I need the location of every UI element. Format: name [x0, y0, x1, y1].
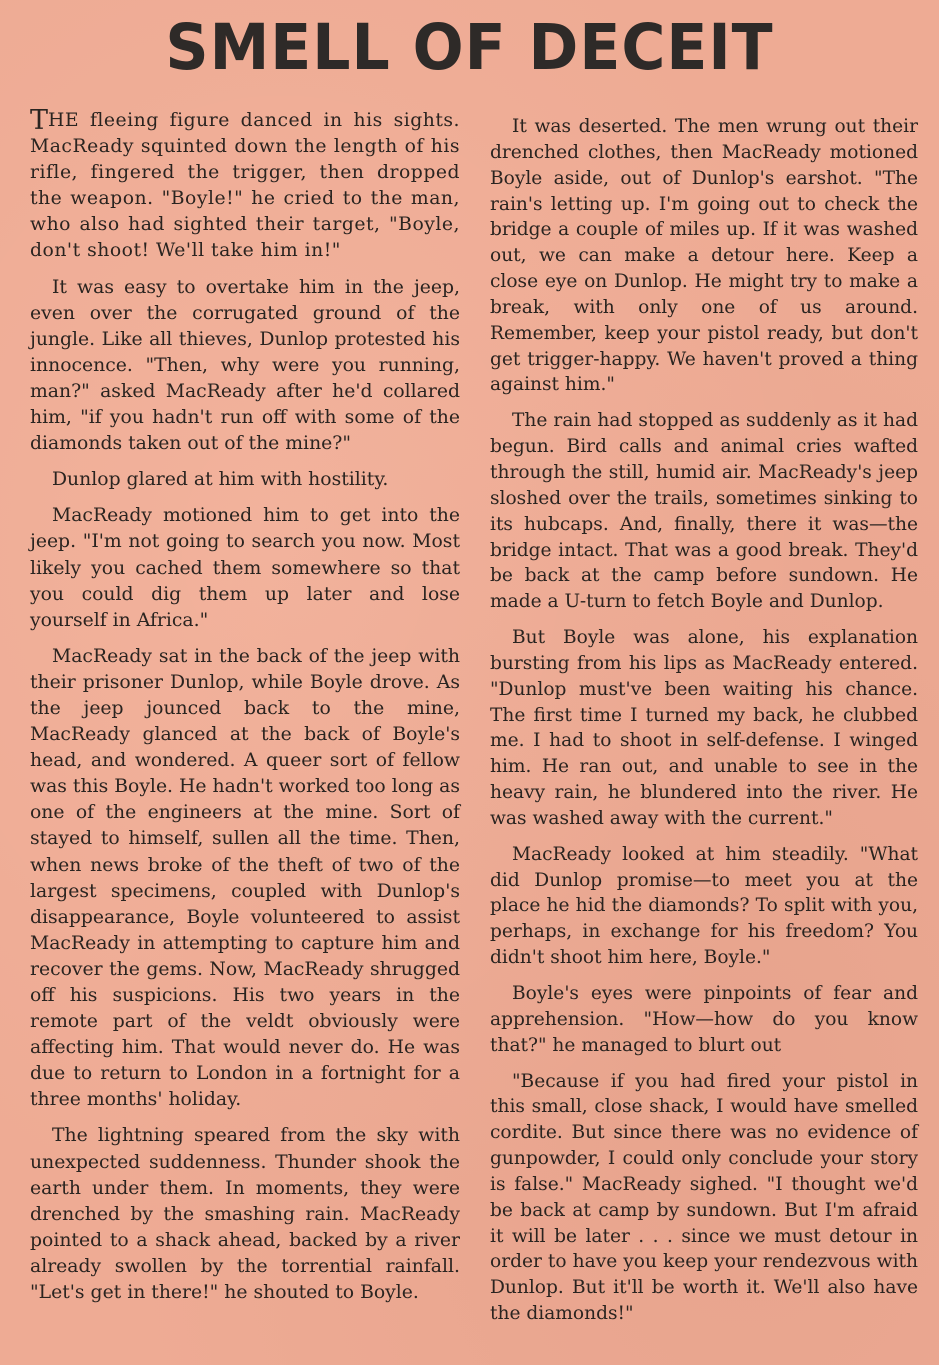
right-column [490, 114, 918, 1337]
paragraph: Dunlop glared at him with hostility. [52, 469, 389, 491]
opening-paragraph-text: HE fleeing figure danced in his sights. MacReady squinted down the length of his rifle, fingered the trigger, then dropped the weapon. "Boyle!" he cried to the man, who also had sighted their target, "Boyle, don't shoot! We'll take him in!" [30, 110, 460, 262]
paragraph: "Because if you had fired your pistol in this small, close shack, I would have smelled cordite. But since there was no evidence of gunpowder, I could only conclude your story is false." MacReady sighed. "I thought we'd be back at camp by sundown. But I'm afraid it will be later . . . since we must detour in order to have you keep your rendezvous with Dunlop. But it'll be worth it. We'll also have the diamonds!" [490, 1070, 918, 1325]
paragraph: It was deserted. The men wrung out their drenched clothes, then MacReady motioned Boyle aside, out of Dunlop's earshot. "The rain's letting up. I'm going out to check the bridge a couple of miles up. If it was washed out, we can make a detour here. Keep a close eye on Dunlop. He might try to make a break, with only one of us around. Remember, keep your pistol ready, but don't get trigger-happy. We haven't proved a thing against him." [490, 116, 918, 396]
story-title: SMELL OF DECEIT [165, 11, 774, 85]
paragraph: MacReady motioned him to get into the jeep. "I'm not going to search you now. Most likely you cached them somewhere so that you could dig them up later and lose yourself in Africa." [30, 505, 460, 631]
paragraph: MacReady looked at him steadily. "What did Dunlop promise—to meet you at the place he hid the diamonds? To split with you, perhaps, in exchange for his freedom? You didn't shoot him here, Boyle." [490, 843, 918, 969]
paragraph: The lightning speared from the sky with unexpected suddenness. Thunder shook the earth under them. In moments, they were drenched by the smashing rain. MacReady pointed to a shack ahead, backed by a river already swollen by the torrential rainfall. "Let's get in there!" he shouted to Boyle. [30, 1125, 460, 1304]
paragraph: It was easy to overtake him in the jeep, even over the corrugated ground of the jungle. Like all thieves, Dunlop protested his innocence. "Then, why were you running, man?" asked MacReady after he'd collared him, "if you hadn't run off with some of the diamonds taken out of the mine?" [30, 276, 460, 455]
paragraph: The rain had stopped as suddenly as it had begun. Bird calls and animal cries wafted through the still, humid air. MacReady's jeep sloshed over the trails, sometimes sinking to its hubcaps. And, finally, there it was—the bridge intact. That was a good break. They'd be back at the camp before sundown. He made a U-turn to fetch Boyle and Dunlop. [490, 410, 918, 613]
paragraph: But Boyle was alone, his explanation bursting from his lips as MacReady entered. "Dunlop must've been waiting his chance. The first time I turned my back, he clubbed me. I had to shoot in self-defense. I winged him. He ran out, and unable to see in the heavy rain, he blundered into the river. He was washed away with the current." [490, 627, 918, 829]
paragraph: Boyle's eyes were pinpoints of fear and apprehension. "How—how do you know that?" he managed to blurt out [490, 983, 918, 1056]
opening-paragraph [30, 105, 460, 265]
left-column [30, 105, 460, 1316]
drop-cap: T [30, 105, 49, 136]
paragraph: MacReady sat in the back of the jeep with their prisoner Dunlop, while Boyle drove. As the jeep jounced back to the mine, MacReady glanced at the back of Boyle's head, and wondered. A queer sort of fellow was this Boyle. He hadn't worked too long as one of the engineers at the mine. Sort of stayed to himself, sullen all the time. Then, when news broke of the theft of two of the largest specimens, coupled with Dunlop's disappearance, Boyle volunteered to assist MacReady in attempting to capture him and recover the gems. Now, MacReady shrugged off his suspicions. His two years in the remote part of the veldt obviously were affecting him. That would never do. He was due to return to London in a fortnight for a three months' holiday. [30, 645, 460, 1111]
